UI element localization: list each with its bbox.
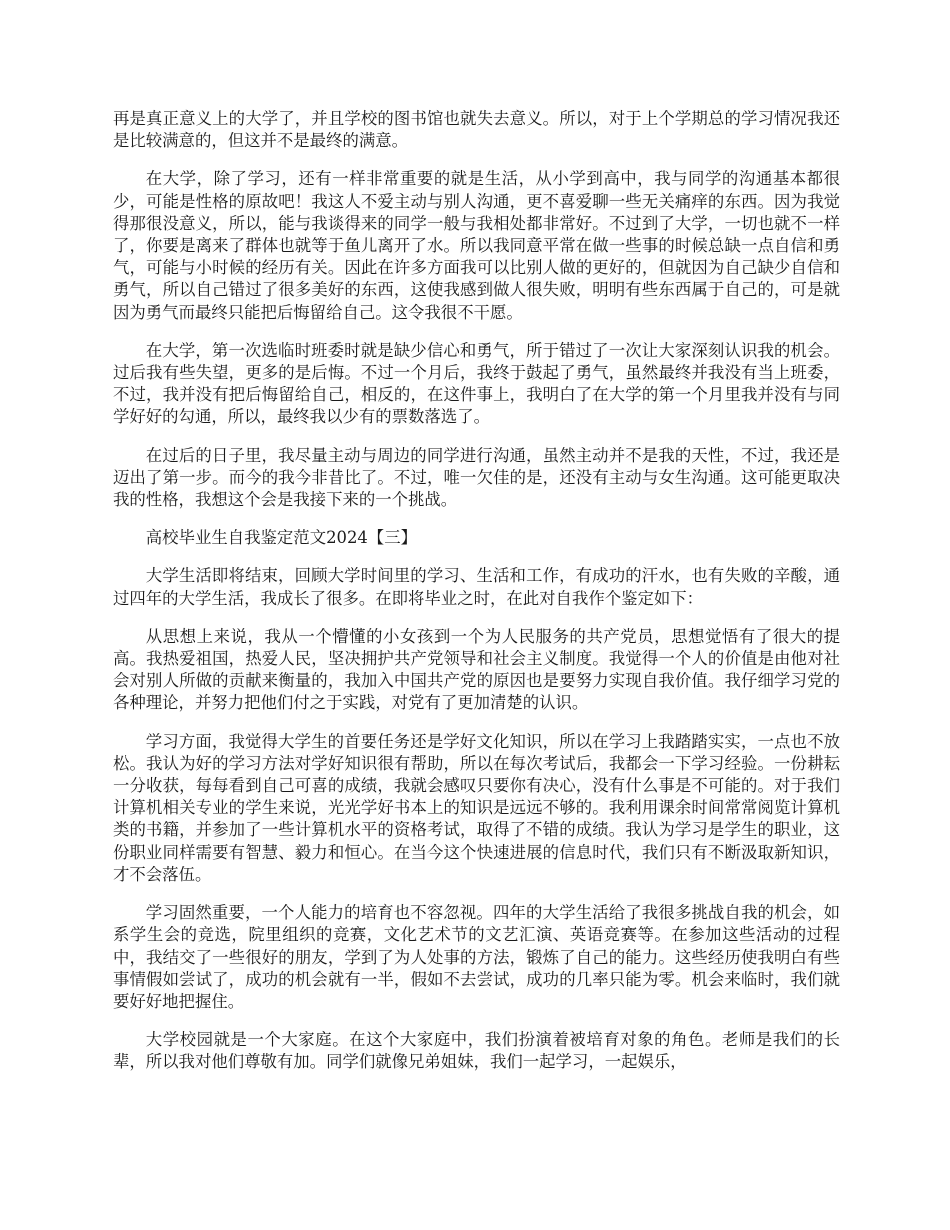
paragraph-ideology: 从思想上来说，我从一个懵懂的小女孩到一个为人民服务的共产党员，思想觉悟有了很大的提高。我热爱祖国，热爱人民，坚决拥护共产党领导和社会主义制度。我觉得一个人的价值是由他对社会对别人所做的贡献来衡量的，我加入中国共产党的原因也是要努力实现自我价值。我仔细学习党的各种理论，并努力把他们付之于实践，对党有了更加清楚的认识。 [113, 626, 840, 713]
paragraph-abilities: 学习固然重要，一个人能力的培育也不容忽视。四年的大学生活给了我很多挑战自我的机会，如系学生会的竞选，院里组织的竞赛，文化艺术节的文艺汇演、英语竞赛等。在参加这些活动的过程中，我结交了一些很好的朋友，学到了为人处事的方法，锻炼了自己的能力。这些经历使我明白有些事情假如尝试了，成功的机会就有一半，假如不去尝试，成功的几率只能为零。机会来临时，我们就要好好地把握住。 [113, 903, 840, 1011]
paragraph-intro: 大学生活即将结束，回顾大学时间里的学习、生活和工作，有成功的汗水，也有失败的辛酸，通过四年的大学生活，我成长了很多。在即将毕业之时，在此对自我作个鉴定如下： [113, 566, 840, 608]
paragraph-later-days: 在过后的日子里，我尽量主动与周边的同学进行沟通，虽然主动并不是我的天性，不过，我还是迈出了第一步。而今的我今非昔比了。不过，唯一欠佳的是，还没有主动与女生沟通。这可能更取决我的性格，我想这个会是我接下来的一个挑战。 [113, 445, 840, 510]
paragraph-continuation: 再是真正意义上的大学了，并且学校的图书馆也就失去意义。所以，对于上个学期总的学习情况我还是比较满意的，但这并不是最终的满意。 [113, 109, 840, 151]
document-page [113, 108, 840, 1090]
paragraph-campus-family: 大学校园就是一个大家庭。在这个大家庭中，我们扮演着被培育对象的角色。老师是我们的长辈，所以我对他们尊敬有加。同学们就像兄弟姐妹，我们一起学习，一起娱乐， [113, 1030, 840, 1072]
paragraph-life-communication: 在大学，除了学习，还有一样非常重要的就是生活，从小学到高中，我与同学的沟通基本都很少，可能是性格的原故吧！我这人不爱主动与别人沟通，更不喜爱聊一些无关痛痒的东西。因为我觉得那很没意义，所以，能与我谈得来的同学一般与我相处都非常好。不过到了大学，一切也就不一样了，你要是离来了群体也就等于鱼儿离开了水。所以我同意平常在做一些事的时候总缺一点自信和勇气，可能与小时候的经历有关。因此在许多方面我可以比别人做的更好的，但就因为自己缺少自信和勇气，所以自己错过了很多美好的东西，这使我感到做人很失败，明明有些东西属于自己的，可是就因为勇气而最终只能把后悔留给自己。这令我很不干愿。 [113, 169, 840, 322]
paragraph-class-committee: 在大学，第一次选临时班委时就是缺少信心和勇气，所于错过了一次让大家深刻认识我的机会。过后我有些失望，更多的是后悔。不过一个月后，我终于鼓起了勇气，虽然最终并我没有当上班委，不过，我并没有把后悔留给自己，相反的，在这件事上，我明白了在大学的第一个月里我并没有与同学好好的勾通，所以，最终我以少有的票数落选了。 [113, 340, 840, 427]
paragraph-study: 学习方面，我觉得大学生的首要任务还是学好文化知识，所以在学习上我踏踏实实，一点也不放松。我认为好的学习方法对学好知识很有帮助，所以在每次考试后，我都会一下学习经验。一份耕耘一分收获，每每看到自己可喜的成绩，我就会感叹只要你有决心，没有什么事是不可能的。对于我们计算机相关专业的学生来说，光光学好书本上的知识是远远不够的。我利用课余时间常常阅览计算机类的书籍，并参加了一些计算机水平的资格考试，取得了不错的成绩。我认为学习是学生的职业，这份职业同样需要有智慧、毅力和恒心。在当今这个快速进展的信息时代，我们只有不断汲取新知识，才不会落伍。 [113, 731, 840, 884]
section-heading: 高校毕业生自我鉴定范文2024【三】 [145, 528, 417, 548]
